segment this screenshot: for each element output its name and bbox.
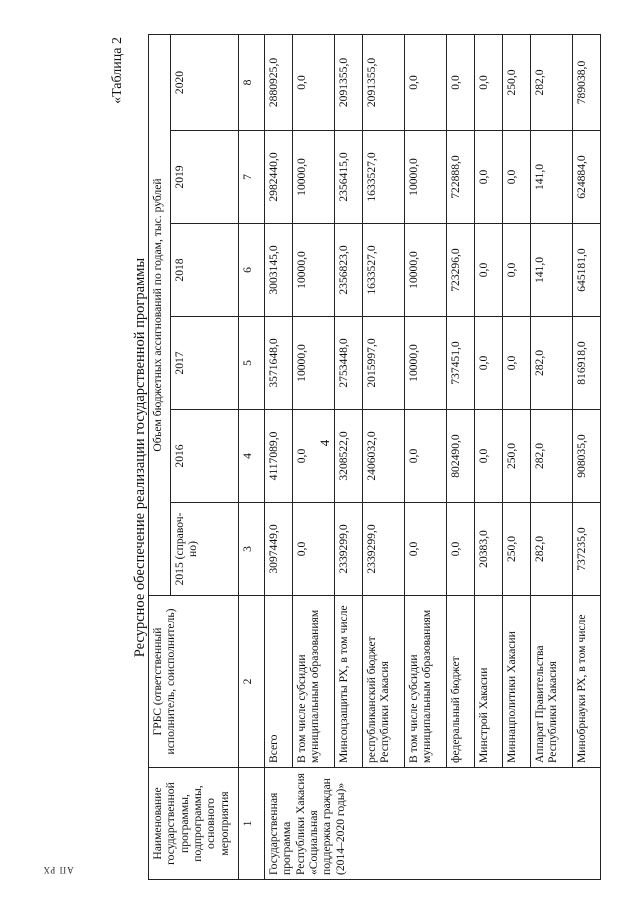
table-row <box>475 34 503 879</box>
table-row <box>447 34 475 879</box>
value-cell: 2982440,0 <box>265 131 293 224</box>
value-cell: 1633527,0 <box>363 131 405 224</box>
column-number-row <box>239 34 265 879</box>
column-number: 3 <box>239 503 265 596</box>
table-row <box>503 34 531 879</box>
document-title: Ресурсное обеспечение реализации государственной программы <box>132 257 148 658</box>
column-number: 6 <box>239 224 265 317</box>
value-cell: 0,0 <box>475 317 503 410</box>
table-row <box>405 34 447 879</box>
grbs-cell: Минстрой Хакасии <box>475 596 503 768</box>
column-number: 2 <box>239 596 265 768</box>
table-row <box>293 34 335 879</box>
column-number: 8 <box>239 34 265 130</box>
value-cell: 624884,0 <box>573 131 601 224</box>
column-number: 5 <box>239 317 265 410</box>
value-cell: 0,0 <box>475 410 503 503</box>
table-row <box>335 34 363 879</box>
value-cell: 250,0 <box>503 410 531 503</box>
value-cell: 0,0 <box>475 34 503 130</box>
grbs-cell: Минобрнауки РХ, в том числе <box>573 596 601 768</box>
grbs-cell: В том числе субсидии муниципальным образованиям <box>293 596 335 768</box>
value-cell: 1633527,0 <box>363 224 405 317</box>
value-cell: 0,0 <box>293 503 335 596</box>
grbs-cell: Всего <box>265 596 293 768</box>
header-year: 2016 <box>171 410 239 503</box>
value-cell: 737451,0 <box>447 317 475 410</box>
column-number: 7 <box>239 131 265 224</box>
value-cell: 2091355,0 <box>335 34 363 130</box>
header-year: 2019 <box>171 131 239 224</box>
value-cell: 3571648,0 <box>265 317 293 410</box>
header-year: 2020 <box>171 34 239 130</box>
value-cell: 282,0 <box>531 503 573 596</box>
table-row <box>265 34 293 879</box>
table-wrapper <box>148 34 601 880</box>
column-number: 4 <box>239 410 265 503</box>
grbs-cell: В том числе субсидии муниципальным образованиям <box>405 596 447 768</box>
value-cell: 722888,0 <box>447 131 475 224</box>
value-cell: 737235,0 <box>573 503 601 596</box>
value-cell: 2356823,0 <box>335 224 363 317</box>
value-cell: 10000,0 <box>405 317 447 410</box>
table-row <box>363 34 405 879</box>
grbs-cell: федеральный бюджет <box>447 596 475 768</box>
landscape-content <box>110 35 620 880</box>
value-cell: 908035,0 <box>573 410 601 503</box>
header-col2: ГРБС (ответственный исполнитель, соисполнитель) <box>149 596 239 768</box>
value-cell: 0,0 <box>405 410 447 503</box>
value-cell: 0,0 <box>475 224 503 317</box>
column-number: 1 <box>239 768 265 880</box>
value-cell: 2880925,0 <box>265 34 293 130</box>
value-cell: 2091355,0 <box>363 34 405 130</box>
value-cell: 0,0 <box>293 410 335 503</box>
value-cell: 0,0 <box>503 224 531 317</box>
value-cell: 10000,0 <box>293 131 335 224</box>
value-cell: 282,0 <box>531 410 573 503</box>
value-cell: 816918,0 <box>573 317 601 410</box>
value-cell: 141,0 <box>531 131 573 224</box>
grbs-cell: республиканский бюджет Республики Хакасия <box>363 596 405 768</box>
value-cell: 3003145,0 <box>265 224 293 317</box>
grbs-cell: Минсоцзащиты РХ, в том числе <box>335 596 363 768</box>
header-col1: Наименование государственной программы, подпрограммы, основного мероприятия <box>149 768 239 880</box>
header-year: 2018 <box>171 224 239 317</box>
value-cell: 802490,0 <box>447 410 475 503</box>
grbs-cell: Миннацполитики Хакасии <box>503 596 531 768</box>
value-cell: 282,0 <box>531 34 573 130</box>
value-cell: 0,0 <box>405 34 447 130</box>
value-cell: 0,0 <box>503 317 531 410</box>
value-cell: 10000,0 <box>293 224 335 317</box>
table-row <box>531 34 573 879</box>
value-cell: 0,0 <box>447 34 475 130</box>
header-year: 2015 (справоч-но) <box>171 503 239 596</box>
value-cell: 10000,0 <box>405 131 447 224</box>
value-cell: 0,0 <box>475 131 503 224</box>
table-row <box>573 34 601 879</box>
value-cell: 2015997,0 <box>363 317 405 410</box>
program-name: Государственная программа Республики Хакасия «Социальная поддержка граждан (2014–2020 годы)» <box>265 768 601 880</box>
header-row-group <box>149 34 171 879</box>
header-year: 2017 <box>171 317 239 410</box>
value-cell: 2339299,0 <box>335 503 363 596</box>
value-cell: 2356415,0 <box>335 131 363 224</box>
value-cell: 250,0 <box>503 34 531 130</box>
value-cell: 2339299,0 <box>363 503 405 596</box>
value-cell: 0,0 <box>503 131 531 224</box>
value-cell: 4117089,0 <box>265 410 293 503</box>
value-cell: 10000,0 <box>405 224 447 317</box>
value-cell: 789038,0 <box>573 34 601 130</box>
value-cell: 20383,0 <box>475 503 503 596</box>
corner-mark: АП РХ <box>42 865 74 875</box>
table-label: «Таблица 2 <box>110 37 125 104</box>
grbs-cell: Аппарат Правительства Республики Хакасия <box>531 596 573 768</box>
value-cell: 3208522,0 <box>335 410 363 503</box>
value-cell: 282,0 <box>531 317 573 410</box>
header-group: Объем бюджетных ассигнований по годам, тыс. рублей <box>149 34 171 595</box>
value-cell: 723296,0 <box>447 224 475 317</box>
value-cell: 250,0 <box>503 503 531 596</box>
value-cell: 645181,0 <box>573 224 601 317</box>
resource-table <box>148 34 601 880</box>
value-cell: 2406032,0 <box>363 410 405 503</box>
value-cell: 0,0 <box>447 503 475 596</box>
value-cell: 10000,0 <box>293 317 335 410</box>
value-cell: 0,0 <box>293 34 335 130</box>
value-cell: 2753448,0 <box>335 317 363 410</box>
value-cell: 0,0 <box>405 503 447 596</box>
page-number: 4 <box>317 439 332 447</box>
value-cell: 141,0 <box>531 224 573 317</box>
value-cell: 3097449,0 <box>265 503 293 596</box>
